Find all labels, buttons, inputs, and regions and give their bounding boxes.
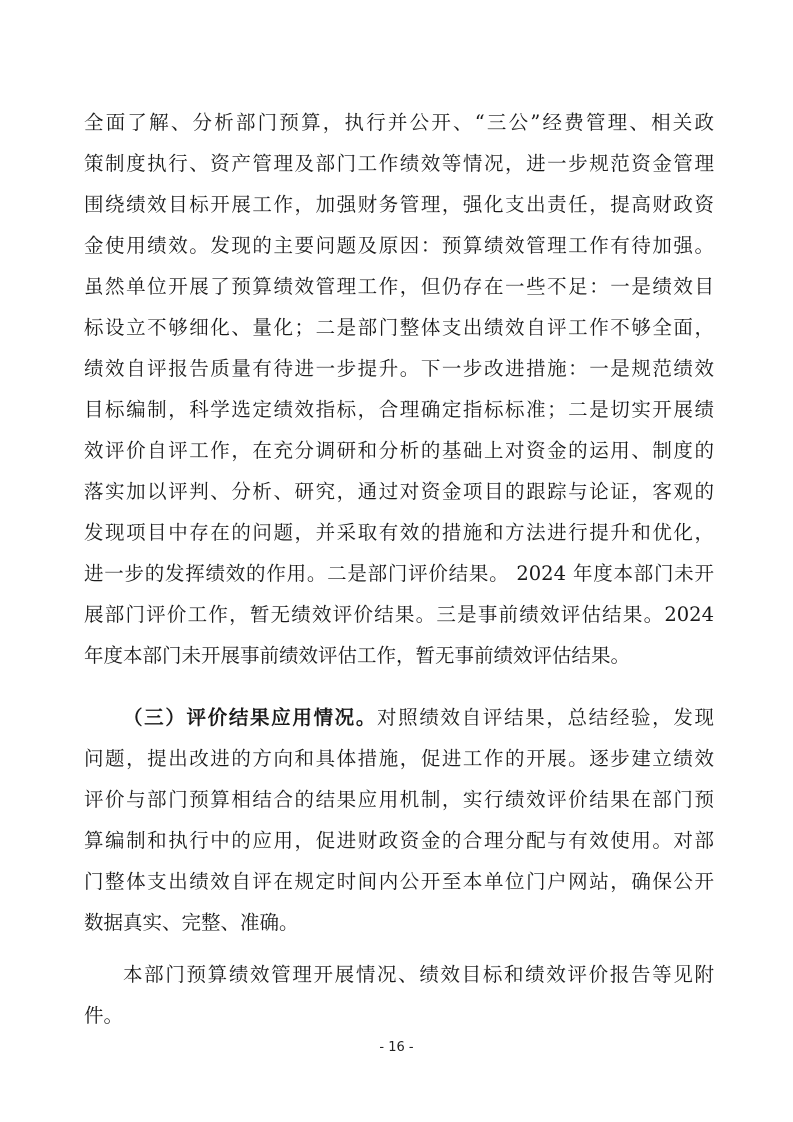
text-line: 全面了解、分析部门预算，执行并公开、“三公”经费管理、相关政 [84, 111, 714, 134]
text-line: 金使用绩效。发现的主要问题及原因：预算绩效管理工作有待加强。 [84, 234, 714, 257]
text-line: 问题，提出改进的方向和具体措施，促进工作的开展。逐步建立绩效 [84, 747, 714, 770]
page-number: - 16 - [379, 1040, 414, 1055]
text-line: 数据真实、完整、准确。 [84, 911, 299, 934]
section-heading-line [123, 700, 714, 736]
text-line: 策制度执行、资产管理及部门工作绩效等情况，进一步规范资金管理 [84, 152, 714, 175]
section-heading: （三）评价结果应用情况。 [123, 706, 377, 729]
text-line: 效评价自评工作，在充分调研和分析的基础上对资金的运用、制度的 [84, 439, 714, 462]
text-line: 落实加以评判、分析、研究，通过对资金项目的跟踪与论证，客观的 [84, 480, 714, 503]
text-line: 进一步的发挥绩效的作用。二是部门评价结果。 2024 年度本部门未开 [84, 562, 714, 585]
text-line: 虽然单位开展了预算绩效管理工作，但仍存在一些不足：一是绩效目 [84, 275, 714, 298]
text-line: 标设立不够细化、量化；二是部门整体支出绩效自评工作不够全面， [84, 316, 714, 339]
text-line: 本部门预算绩效管理开展情况、绩效目标和绩效评价报告等见附 [123, 963, 714, 986]
section-heading-rest: 对照绩效自评结果，总结经验，发现 [377, 706, 714, 729]
text-line: 发现项目中存在的问题，并采取有效的措施和方法进行提升和优化， [84, 521, 714, 544]
text-line: 绩效自评报告质量有待进一步提升。下一步改进措施：一是规范绩效 [84, 357, 714, 380]
text-line: 围绕绩效目标开展工作，加强财务管理，强化支出责任，提高财政资 [84, 193, 714, 216]
text-line: 年度本部门未开展事前绩效评估工作，暂无事前绩效评估结果。 [84, 644, 631, 667]
text-line: 门整体支出绩效自评在规定时间内公开至本单位门户网站，确保公开 [84, 870, 714, 893]
text-line: 展部门评价工作，暂无绩效评价结果。三是事前绩效评估结果。2024 [84, 603, 714, 626]
text-line: 目标编制，科学选定绩效指标，合理确定指标标准；二是切实开展绩 [84, 398, 714, 421]
text-line: 评价与部门预算相结合的结果应用机制，实行绩效评价结果在部门预 [84, 788, 714, 811]
text-line: 算编制和执行中的应用，促进财政资金的合理分配与有效使用。对部 [84, 829, 714, 852]
text-line: 件。 [84, 1004, 124, 1027]
